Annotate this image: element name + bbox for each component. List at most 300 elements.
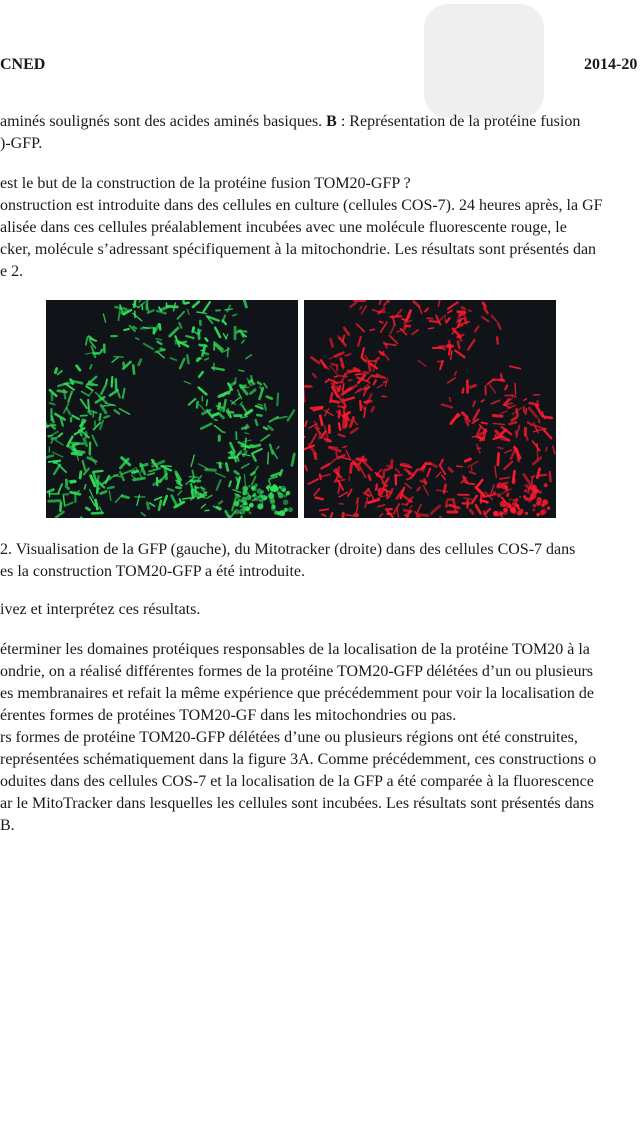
mitochondrion-mark xyxy=(233,490,241,493)
mitochondrion-mark xyxy=(364,462,372,471)
mitochondrion-mark xyxy=(345,354,351,356)
mitochondrion-mark xyxy=(349,380,352,381)
mitochondrion-mark xyxy=(377,385,382,388)
mitochondrion-mark xyxy=(189,399,196,405)
mitochondrion-mark xyxy=(92,513,103,514)
mitochondrion-mark xyxy=(197,358,199,361)
mitochondrion-mark xyxy=(338,467,339,476)
mitochondrion-mark xyxy=(55,369,56,373)
mitochondrion-mark xyxy=(114,357,123,358)
mitochondrion-mark xyxy=(311,434,316,443)
mitochondrion-mark xyxy=(277,446,279,448)
mitochondrion-mark xyxy=(336,452,337,458)
mitochondrion-mark xyxy=(546,448,547,451)
mitochondrion-mark xyxy=(101,384,106,394)
mitochondrion-mark xyxy=(304,386,311,387)
mitochondrion-mark xyxy=(374,380,376,384)
mitochondrion-mark xyxy=(541,509,547,515)
mitochondrion-mark xyxy=(418,361,426,367)
mitochondrion-mark xyxy=(269,494,274,499)
mitochondrion-mark xyxy=(133,327,136,329)
mitochondrion-mark xyxy=(134,478,145,480)
mitochondrion-mark xyxy=(170,328,178,336)
mitochondrion-mark xyxy=(417,504,422,514)
mitochondrion-mark xyxy=(245,438,246,449)
mitochondrion-mark xyxy=(46,456,53,459)
mitochondrion-mark xyxy=(219,502,222,504)
mitochondrion-mark xyxy=(463,389,464,393)
mitochondrion-mark xyxy=(360,467,366,478)
mitochondrion-mark xyxy=(244,300,246,307)
mitochondrion-mark xyxy=(354,514,358,515)
mitochondrion-mark xyxy=(368,377,370,380)
mitochondrion-mark xyxy=(550,472,551,481)
mitochondrion-mark xyxy=(257,415,261,416)
mitochondrion-mark xyxy=(492,491,496,495)
mitochondrion-mark xyxy=(198,476,202,481)
mitochondrion-mark xyxy=(533,504,537,508)
mitochondrion-mark xyxy=(519,496,521,498)
mitochondrion-mark xyxy=(384,469,390,471)
header-right: 2014-20 xyxy=(584,56,638,73)
mitochondrion-mark xyxy=(330,513,332,518)
mitochondrion-mark xyxy=(510,422,517,424)
mitochondrion-mark xyxy=(351,464,352,473)
mitochondrion-mark xyxy=(207,400,208,406)
mitochondrion-mark xyxy=(544,417,552,418)
mitochondrion-mark xyxy=(525,512,528,515)
mitochondrion-mark xyxy=(205,358,209,360)
mitochondrion-mark xyxy=(122,496,128,498)
mitochondrion-mark xyxy=(187,355,188,363)
mitochondrion-mark xyxy=(124,329,129,330)
mitochondrion-mark xyxy=(51,440,53,443)
mitochondrion-mark xyxy=(215,420,218,421)
mitochondrion-mark xyxy=(526,435,528,440)
mitochondrion-mark xyxy=(537,497,542,502)
mitochondrion-mark xyxy=(357,324,365,331)
mitochondrion-mark xyxy=(200,405,205,411)
mitochondrion-mark xyxy=(284,495,287,498)
mitochondrion-mark xyxy=(183,300,184,303)
mitochondrion-mark xyxy=(235,378,236,383)
paragraph-line: )-GFP. xyxy=(0,135,43,152)
mitochondrion-mark xyxy=(483,430,485,440)
mitochondrion-mark xyxy=(478,437,483,439)
mitochondrion-mark xyxy=(356,374,361,375)
mitochondrion-mark xyxy=(455,351,464,358)
mitochondrion-mark xyxy=(257,488,262,493)
mitochondrion-mark xyxy=(337,388,338,395)
mitochondrion-mark xyxy=(94,353,99,354)
mitochondrion-mark xyxy=(330,366,337,374)
mitochondrion-mark xyxy=(246,355,252,359)
mitochondrion-mark xyxy=(368,361,376,362)
mitochondrion-mark xyxy=(241,386,245,387)
mitochondrion-mark xyxy=(512,417,517,420)
mitochondrion-mark xyxy=(283,500,289,506)
mitochondrion-mark xyxy=(468,461,478,467)
mitochondrion-mark xyxy=(395,475,401,476)
mitochondrion-mark xyxy=(60,503,61,511)
mitochondrion-mark xyxy=(259,499,261,501)
mitochondrion-mark xyxy=(106,379,107,383)
mitochondrion-mark xyxy=(58,484,62,493)
mitochondrion-mark xyxy=(199,372,203,377)
mitochondrion-mark xyxy=(141,464,147,466)
mitochondrion-mark xyxy=(350,417,353,426)
floating-assistive-button[interactable] xyxy=(424,4,544,118)
mitochondrion-mark xyxy=(381,322,387,332)
mitochondrion-mark xyxy=(261,435,269,441)
mitochondrion-mark xyxy=(123,389,125,398)
mitochondrion-mark xyxy=(199,388,207,395)
mitochondrion-mark xyxy=(82,391,89,395)
mitochondrion-mark xyxy=(74,444,79,445)
mitochondrion-mark xyxy=(356,505,358,513)
mitochondrion-mark xyxy=(224,400,226,411)
mitochondrion-mark xyxy=(440,460,443,466)
mitochondrion-mark xyxy=(384,300,389,306)
mitochondrion-mark xyxy=(272,473,280,476)
mitochondrion-mark xyxy=(362,348,364,357)
mitochondrion-mark xyxy=(176,487,180,488)
mitochondrion-mark xyxy=(239,370,244,371)
mitochondrion-mark xyxy=(255,445,260,446)
mitochondrion-mark xyxy=(215,328,220,337)
mitochondrion-mark xyxy=(288,411,294,421)
mitochondrion-mark xyxy=(206,470,216,471)
mitochondrion-mark xyxy=(239,508,245,514)
mitochondrion-mark xyxy=(513,471,515,482)
mitochondrion-mark xyxy=(536,513,539,516)
mitochondrion-mark xyxy=(532,476,535,477)
mitochondrion-mark xyxy=(139,360,141,365)
mitochondrion-mark xyxy=(227,306,230,312)
mitochondrion-mark xyxy=(537,401,538,407)
mitochondrion-mark xyxy=(493,424,504,425)
mitochondrion-mark xyxy=(197,402,198,407)
mitochondrion-mark xyxy=(115,410,120,413)
mitochondrion-mark xyxy=(339,389,343,390)
mitochondrion-mark xyxy=(86,337,88,345)
mitochondrion-mark xyxy=(180,359,184,369)
mitochondrion-mark xyxy=(132,471,137,472)
mitochondrion-mark xyxy=(79,451,84,452)
mitochondrion-mark xyxy=(442,475,445,479)
paragraph-line: représentées schématiquement dans la figure 3A. Comme précédemment, ces constructions o xyxy=(0,751,597,768)
mitochondrion-mark xyxy=(357,498,358,503)
mitochondrion-mark xyxy=(346,451,350,459)
mitochondrion-mark xyxy=(200,345,207,346)
mitochondrion-mark xyxy=(320,509,329,510)
mitochondrion-mark xyxy=(46,417,47,425)
mitochondrion-mark xyxy=(178,491,182,495)
mitochondrion-mark xyxy=(500,477,509,479)
mitochondrion-mark xyxy=(90,339,97,341)
mitochondrion-mark xyxy=(350,303,356,307)
mitochondrion-mark xyxy=(58,391,66,392)
mitochondrion-mark xyxy=(367,494,370,495)
mitochondrion-mark xyxy=(379,300,381,304)
mitochondrion-mark xyxy=(104,416,109,418)
mitochondrion-mark xyxy=(98,476,99,481)
mitochondrion-mark xyxy=(83,461,86,470)
paragraph-line: rs formes de protéine TOM20-GFP délétées d’une ou plusieurs régions ont été construites, xyxy=(0,729,578,746)
mitochondrion-mark xyxy=(235,494,240,499)
mitochondrion-mark xyxy=(178,312,185,319)
mitochondrion-mark xyxy=(420,515,428,516)
mitochondrion-mark xyxy=(67,408,70,414)
mitochondrion-mark xyxy=(509,498,511,500)
mitochondrion-mark xyxy=(85,353,92,355)
mitochondrion-mark xyxy=(66,486,68,488)
paragraph-line: e 2. xyxy=(0,263,24,280)
mitochondrion-mark xyxy=(252,449,262,454)
mitochondrion-mark xyxy=(342,374,346,382)
mitochondrion-mark xyxy=(88,412,91,415)
mitochondrion-mark xyxy=(320,416,322,425)
mitochondrion-mark xyxy=(354,420,358,424)
mitochondrion-mark xyxy=(133,366,134,374)
mitochondrion-mark xyxy=(252,476,256,485)
mitochondrion-mark xyxy=(241,332,243,337)
mitochondrion-mark xyxy=(448,378,455,383)
mitochondrion-mark xyxy=(364,372,369,373)
mitochondrion-mark xyxy=(205,338,207,340)
mitochondrion-mark xyxy=(440,466,445,474)
mitochondrion-mark xyxy=(368,500,378,503)
mitochondrion-mark xyxy=(490,385,496,393)
mitochondrion-mark xyxy=(187,309,189,314)
mitochondrion-mark xyxy=(450,397,451,401)
mitochondrion-mark xyxy=(86,386,93,390)
paragraph-line: B. xyxy=(0,817,15,834)
mitochondrion-mark xyxy=(526,409,527,415)
mitochondrion-mark xyxy=(472,496,477,503)
mitochondrion-mark xyxy=(503,511,507,515)
mitochondrion-mark xyxy=(473,401,475,406)
mitochondrion-mark xyxy=(501,411,507,414)
mitochondrion-mark xyxy=(257,503,263,509)
mitochondrion-mark xyxy=(515,383,516,394)
mitochondrion-mark xyxy=(482,317,488,322)
mitochondrion-mark xyxy=(277,491,281,495)
mitochondrion-mark xyxy=(90,497,95,506)
mitochondrion-mark xyxy=(180,499,181,502)
mitochondrion-mark xyxy=(245,503,248,506)
mitochondrion-mark xyxy=(337,376,346,377)
mitochondrion-mark xyxy=(144,344,153,350)
mitochondrion-mark xyxy=(267,485,271,489)
mitochondrion-mark xyxy=(377,475,382,477)
mitochondrion-mark xyxy=(50,403,55,405)
mitochondrion-mark xyxy=(517,511,522,516)
mitochondrion-mark xyxy=(238,458,239,461)
mitochondrion-mark xyxy=(248,485,251,488)
mitochondrion-mark xyxy=(101,492,106,494)
mitochondrion-mark xyxy=(329,447,340,451)
mitochondrion-mark xyxy=(233,314,237,315)
mitochondrion-mark xyxy=(421,481,426,482)
mitochondrion-mark xyxy=(225,309,232,310)
mitochondrion-mark xyxy=(369,476,371,480)
mitochondrion-mark xyxy=(370,329,374,330)
mitochondrion-mark xyxy=(380,321,383,322)
mitochondrion-mark xyxy=(112,377,113,387)
mitochondrion-mark xyxy=(453,499,455,511)
mitochondrion-mark xyxy=(226,511,229,516)
mitochondrion-mark xyxy=(258,404,262,406)
mitochondrion-mark xyxy=(55,440,63,445)
mitochondrion-mark xyxy=(244,474,245,485)
mitochondrion-mark xyxy=(265,404,266,409)
mitochondrion-mark xyxy=(242,405,246,412)
mitochondrion-mark xyxy=(533,441,540,450)
mitochondrion-mark xyxy=(328,440,331,442)
paragraph-line: alisée dans ces cellules préalablement incubées avec une molécule fluorescente rouge, le xyxy=(0,219,567,236)
mitochondrion-mark xyxy=(201,494,203,497)
mitochondrion-mark xyxy=(384,353,389,360)
mitochondrion-mark xyxy=(331,339,333,346)
mitochondrion-mark xyxy=(65,503,73,506)
mitochondrion-mark xyxy=(156,350,165,353)
mitochondrion-mark xyxy=(288,507,293,512)
mitochondrion-mark xyxy=(451,351,452,360)
mitochondrion-mark xyxy=(541,504,543,506)
mitochondrion-mark xyxy=(483,303,485,307)
mitochondrion-mark xyxy=(412,330,418,334)
mitochondrion-mark xyxy=(537,406,543,416)
mitochondrion-mark xyxy=(505,450,512,453)
mitochondrion-mark xyxy=(88,400,89,409)
mitochondrion-mark xyxy=(530,496,534,500)
mitochondrion-mark xyxy=(358,459,366,460)
mitochondrion-mark xyxy=(72,416,79,419)
mitochondrion-mark xyxy=(56,512,64,518)
mitochondrion-mark xyxy=(553,446,555,454)
mitochondrion-mark xyxy=(449,341,450,348)
mitochondrion-mark xyxy=(222,432,225,433)
paragraph-line: ondrie, on a réalisé différentes formes de la protéine TOM20-GFP délétées d’un ou plusieurs xyxy=(0,663,594,680)
mitochondrion-mark xyxy=(237,451,241,456)
mitochondrion-mark xyxy=(423,485,428,495)
mitochondrion-mark xyxy=(464,498,472,500)
mitochondrion-mark xyxy=(242,427,248,429)
mitochondrion-mark xyxy=(510,507,516,513)
mitochondrion-mark xyxy=(100,414,101,420)
mitochondrion-mark xyxy=(506,504,510,508)
mitochondrion-mark xyxy=(305,466,307,471)
mitochondrion-mark xyxy=(442,405,452,408)
mitochondrion-mark xyxy=(451,414,458,423)
mitochondrion-mark xyxy=(167,306,177,307)
mitochondrion-mark xyxy=(332,364,337,366)
paragraph-line: oduites dans des cellules COS-7 et la localisation de la GFP a été comparée à la fluorescence xyxy=(0,773,594,790)
mitochondrion-mark xyxy=(385,379,387,387)
mitochondrion-mark xyxy=(219,392,228,396)
mitochondrion-mark xyxy=(229,389,230,394)
mitochondrion-mark xyxy=(425,308,428,311)
mitochondrion-mark xyxy=(496,431,498,433)
mitochondrion-mark xyxy=(469,484,475,485)
mitochondrion-mark xyxy=(141,513,145,516)
mitochondrion-mark xyxy=(418,488,420,491)
mitochondrion-mark xyxy=(136,338,139,340)
mitochondrion-mark xyxy=(80,421,85,426)
mitochondrion-mark xyxy=(139,300,143,302)
mitochondrion-mark xyxy=(71,482,75,483)
mitochondrion-mark xyxy=(215,426,222,431)
mitochondrion-mark xyxy=(305,421,307,426)
paragraph-line: érentes formes de protéines TOM20-GF dans les mitochondries ou pas. xyxy=(0,707,457,724)
mitochondrion-mark xyxy=(81,400,87,409)
mitochondrion-mark xyxy=(242,340,245,343)
mitochondrion-mark xyxy=(244,440,252,442)
mitochondrion-mark xyxy=(284,508,288,512)
mitochondrion-mark xyxy=(109,491,111,501)
mitochondrion-mark xyxy=(242,486,248,492)
mitochondrion-mark xyxy=(267,397,272,399)
mitochondrion-mark xyxy=(271,506,276,511)
mitochondrion-mark xyxy=(147,503,148,509)
mitochondrion-mark xyxy=(155,325,159,332)
mitochondrion-mark xyxy=(391,316,402,317)
mitochondrion-mark xyxy=(156,339,162,340)
mitochondrion-mark xyxy=(512,499,514,501)
mitochondrion-mark xyxy=(334,376,337,377)
mitochondrion-mark xyxy=(97,484,98,493)
mitochondrion-mark xyxy=(482,423,488,424)
mitochondrion-mark xyxy=(256,406,262,409)
mitochondrion-mark xyxy=(280,470,282,475)
mitochondrion-mark xyxy=(492,400,500,403)
mitotracker-image xyxy=(304,300,556,518)
mitochondrion-mark xyxy=(394,504,399,513)
mitochondrion-mark xyxy=(86,508,89,510)
mitochondrion-mark xyxy=(282,488,285,491)
mitochondrion-mark xyxy=(77,366,80,370)
mitochondrion-mark xyxy=(468,310,471,311)
mitochondrion-mark xyxy=(449,468,452,471)
mitochondrion-mark xyxy=(506,494,509,497)
mitochondrion-mark xyxy=(482,400,484,402)
mitochondrion-mark xyxy=(458,342,459,348)
mitochondrion-mark xyxy=(505,386,507,390)
mitochondrion-mark xyxy=(170,358,176,360)
mitochondrion-mark xyxy=(110,390,118,395)
mitochondrion-mark xyxy=(186,336,193,338)
mitochondrion-mark xyxy=(336,382,343,383)
paragraph-line: aminés soulignés sont des acides aminés basiques. B : Représentation de la protéine fusion xyxy=(0,113,581,130)
mitochondrion-mark xyxy=(184,381,191,384)
mitochondrion-mark xyxy=(343,513,344,517)
mitochondrion-mark xyxy=(493,416,502,417)
mitochondrion-mark xyxy=(115,307,126,309)
mitochondrion-mark xyxy=(249,511,252,514)
mitochondrion-mark xyxy=(414,302,419,307)
mitochondrion-mark xyxy=(159,501,161,510)
mitochondrion-mark xyxy=(141,468,142,472)
mitochondrion-mark xyxy=(251,390,256,394)
mitochondrion-mark xyxy=(245,506,250,511)
mitochondrion-mark xyxy=(516,426,519,437)
mitochondrion-mark xyxy=(253,455,256,461)
mitochondrion-mark xyxy=(266,496,268,498)
mitochondrion-mark xyxy=(270,445,273,454)
mitochondrion-mark xyxy=(431,506,439,514)
mitochondrion-mark xyxy=(134,300,135,307)
